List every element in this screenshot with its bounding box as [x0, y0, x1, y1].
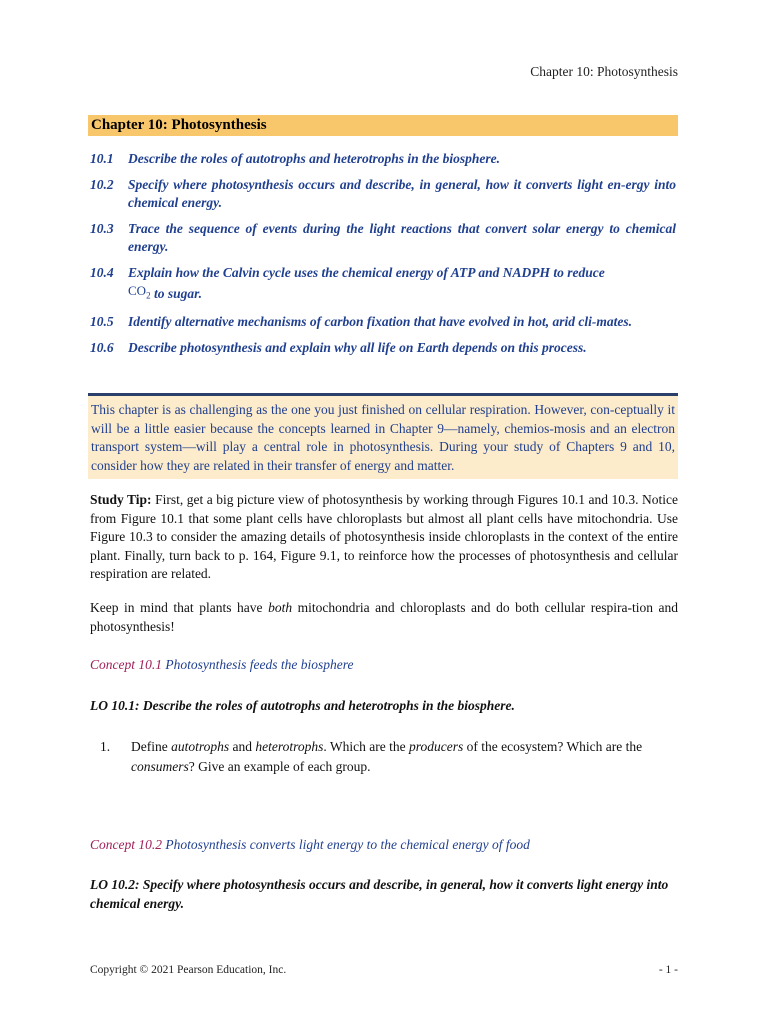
paragraph-text: Keep in mind that plants have	[90, 600, 269, 615]
objective-number: 10.4	[90, 265, 114, 280]
learning-objective-heading: LO 10.2: Specify where photosynthesis occurs and describe, in general, how it converts light energy into chemical energy.	[90, 877, 669, 911]
concept-number: Concept 10.2	[90, 837, 162, 852]
objective-item	[90, 264, 676, 305]
chapter-title: Chapter 10: Photosynthesis	[88, 115, 678, 136]
learning-objective-heading: LO 10.1: Describe the roles of autotrophs and heterotrophs in the biosphere.	[90, 698, 515, 713]
study-tip-label: Study Tip:	[90, 492, 152, 507]
concept-heading	[90, 657, 353, 673]
emphasis-text: both	[268, 600, 293, 615]
concept-heading	[90, 837, 530, 853]
co2-formula	[128, 282, 151, 305]
objective-text: Specify where photosynthesis occurs and describe, in general, how it converts light en-ergy into chemical energy.	[128, 177, 676, 210]
study-tip-text: First, get a big picture view of photosynthesis by working through Figures 10.1 and 10.3. Notice from Figure 10.1 that some plant cells have chloroplasts but almost all plant cells have mitochondria. Use Figure 10.3 to consider the amazing details of photosynthesis inside chloroplasts in the context of the entire plant. Finally, turn back to p. 164, Figure 9.1, to reinforce how the processes of photosynthesis and cellular respiration are related.	[90, 492, 678, 581]
objective-text	[128, 264, 676, 305]
objective-item	[90, 150, 676, 168]
objective-item	[90, 176, 676, 212]
objective-item	[90, 220, 676, 256]
keep-in-mind-paragraph	[90, 599, 678, 636]
concept-title: Photosynthesis converts light energy to the chemical energy of food	[165, 837, 530, 852]
objective-text: Trace the sequence of events during the light reactions that convert solar energy to chemical energy.	[128, 221, 676, 254]
intro-box: This chapter is as challenging as the one you just finished on cellular respiration. However, con-ceptually it will be a little easier because the concepts learned in Chapter 9—namely, chemios-mosis and an electron transport system—will play a central role in photosynthesis. During your study of Chapters 9 and 10, consider how they are related in their transfer of energy and matter.	[88, 393, 678, 479]
objective-text-part: Explain how the Calvin cycle uses the chemical energy of ATP and NADPH to reduce	[128, 265, 605, 280]
objective-number: 10.5	[90, 313, 114, 329]
objective-text: Describe the roles of autotrophs and heterotrophs in the biosphere.	[128, 151, 501, 166]
objective-number: 10.6	[90, 339, 114, 355]
objective-number: 10.2	[90, 177, 114, 192]
co2-main: CO	[128, 283, 147, 298]
study-tip-paragraph	[90, 491, 678, 584]
question-item	[100, 737, 678, 777]
objective-number: 10.1	[90, 151, 114, 166]
running-header: Chapter 10: Photosynthesis	[530, 64, 678, 79]
paragraph-text: mitochondria and chloroplasts and do both cellular respira-tion and photosynthesis!	[90, 600, 678, 634]
page-number: - 1 -	[658, 964, 678, 976]
objective-text: Identify alternative mechanisms of carbon fixation that have evolved in hot, arid cli-mates.	[128, 313, 632, 329]
co2-subscript: 2	[146, 290, 151, 301]
question-number: 1.	[100, 739, 111, 754]
concept-title: Photosynthesis feeds the biosphere	[165, 657, 354, 672]
objective-text-part: to sugar.	[150, 286, 202, 301]
objective-item	[90, 313, 676, 331]
objective-item	[90, 339, 676, 357]
question-text: Define autotrophs and heterotrophs. Which are the producers of the ecosystem? Which are the consumers? Give an example of each group.	[131, 739, 643, 774]
objective-text: Describe photosynthesis and explain why all life on Earth depends on this process.	[128, 339, 587, 355]
concept-number: Concept 10.1	[90, 657, 162, 672]
objective-number: 10.3	[90, 221, 114, 236]
copyright-footer: Copyright © 2021 Pearson Education, Inc.	[90, 964, 287, 976]
learning-objectives-list	[90, 150, 676, 365]
